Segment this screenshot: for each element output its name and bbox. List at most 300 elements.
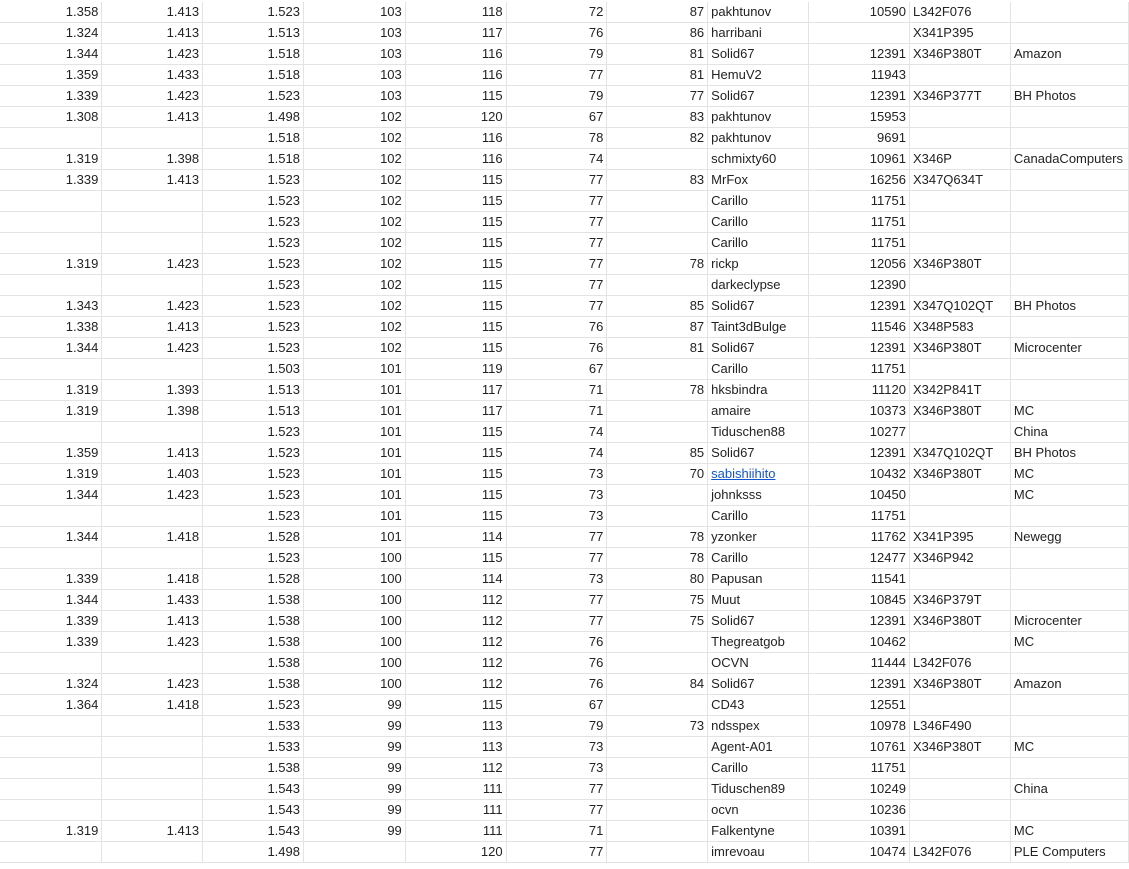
cell-col-g[interactable]: 78 — [607, 380, 708, 401]
cell-col-a[interactable] — [0, 737, 102, 758]
cell-col-d[interactable]: 101 — [303, 506, 405, 527]
cell-col-score[interactable]: 12391 — [809, 338, 910, 359]
cell-col-f[interactable]: 71 — [506, 380, 607, 401]
cell-col-model[interactable]: X346P380T — [909, 464, 1010, 485]
cell-col-g[interactable]: 83 — [607, 107, 708, 128]
cell-col-d[interactable]: 100 — [303, 548, 405, 569]
cell-col-user[interactable]: harribani — [708, 23, 809, 44]
cell-col-b[interactable] — [102, 737, 203, 758]
cell-col-g[interactable] — [607, 422, 708, 443]
cell-col-f[interactable]: 77 — [506, 527, 607, 548]
cell-col-b[interactable] — [102, 128, 203, 149]
cell-col-user[interactable]: ocvn — [708, 800, 809, 821]
cell-col-c[interactable]: 1.538 — [203, 674, 304, 695]
cell-col-c[interactable]: 1.523 — [203, 254, 304, 275]
cell-col-f[interactable]: 73 — [506, 737, 607, 758]
cell-col-store[interactable]: Newegg — [1010, 527, 1128, 548]
cell-col-f[interactable]: 67 — [506, 107, 607, 128]
cell-col-user[interactable]: Muut — [708, 590, 809, 611]
cell-col-model[interactable] — [909, 422, 1010, 443]
cell-col-c[interactable]: 1.518 — [203, 44, 304, 65]
cell-col-d[interactable]: 101 — [303, 527, 405, 548]
cell-col-store[interactable] — [1010, 2, 1128, 23]
cell-col-e[interactable]: 111 — [405, 821, 506, 842]
cell-col-store[interactable]: MC — [1010, 485, 1128, 506]
cell-col-model[interactable]: X346P380T — [909, 254, 1010, 275]
cell-col-score[interactable]: 9691 — [809, 128, 910, 149]
cell-col-f[interactable]: 79 — [506, 86, 607, 107]
cell-col-b[interactable]: 1.413 — [102, 2, 203, 23]
cell-col-g[interactable] — [607, 506, 708, 527]
cell-col-d[interactable]: 102 — [303, 128, 405, 149]
cell-col-g[interactable]: 82 — [607, 128, 708, 149]
cell-col-store[interactable] — [1010, 65, 1128, 86]
cell-col-a[interactable] — [0, 716, 102, 737]
cell-col-score[interactable]: 11751 — [809, 191, 910, 212]
cell-col-g[interactable] — [607, 779, 708, 800]
cell-col-score[interactable]: 10373 — [809, 401, 910, 422]
cell-col-b[interactable] — [102, 653, 203, 674]
cell-col-g[interactable]: 77 — [607, 86, 708, 107]
cell-col-score[interactable]: 12391 — [809, 611, 910, 632]
cell-col-user[interactable]: Thegreatgob — [708, 632, 809, 653]
cell-col-f[interactable]: 73 — [506, 758, 607, 779]
cell-col-model[interactable]: X346P380T — [909, 401, 1010, 422]
cell-col-store[interactable] — [1010, 359, 1128, 380]
cell-col-user[interactable]: Carillo — [708, 758, 809, 779]
cell-col-model[interactable]: X347Q634T — [909, 170, 1010, 191]
cell-col-d[interactable]: 99 — [303, 737, 405, 758]
cell-col-c[interactable]: 1.523 — [203, 296, 304, 317]
cell-col-model[interactable]: X346P380T — [909, 44, 1010, 65]
cell-col-user[interactable]: Solid67 — [708, 674, 809, 695]
cell-col-f[interactable]: 79 — [506, 44, 607, 65]
cell-col-f[interactable]: 72 — [506, 2, 607, 23]
cell-col-e[interactable]: 116 — [405, 128, 506, 149]
cell-col-score[interactable]: 11751 — [809, 233, 910, 254]
cell-col-a[interactable] — [0, 506, 102, 527]
cell-col-c[interactable]: 1.518 — [203, 149, 304, 170]
cell-col-f[interactable]: 73 — [506, 464, 607, 485]
cell-col-f[interactable]: 73 — [506, 506, 607, 527]
cell-col-g[interactable]: 86 — [607, 23, 708, 44]
cell-col-user[interactable]: Solid67 — [708, 611, 809, 632]
cell-col-model[interactable] — [909, 275, 1010, 296]
cell-col-a[interactable] — [0, 212, 102, 233]
cell-col-score[interactable]: 10236 — [809, 800, 910, 821]
cell-col-score[interactable]: 12551 — [809, 695, 910, 716]
cell-col-d[interactable]: 102 — [303, 233, 405, 254]
cell-col-store[interactable]: MC — [1010, 464, 1128, 485]
cell-col-store[interactable]: BH Photos — [1010, 443, 1128, 464]
cell-col-user[interactable]: rickp — [708, 254, 809, 275]
cell-col-b[interactable] — [102, 191, 203, 212]
cell-col-g[interactable] — [607, 821, 708, 842]
cell-col-g[interactable]: 87 — [607, 2, 708, 23]
cell-col-model[interactable] — [909, 212, 1010, 233]
cell-col-e[interactable]: 120 — [405, 107, 506, 128]
cell-col-score[interactable]: 10590 — [809, 2, 910, 23]
cell-col-d[interactable]: 100 — [303, 611, 405, 632]
cell-col-c[interactable]: 1.518 — [203, 65, 304, 86]
cell-col-store[interactable]: BH Photos — [1010, 86, 1128, 107]
cell-col-model[interactable]: X346P380T — [909, 338, 1010, 359]
cell-col-user[interactable]: Carillo — [708, 548, 809, 569]
cell-col-score[interactable]: 10249 — [809, 779, 910, 800]
cell-col-d[interactable]: 100 — [303, 569, 405, 590]
cell-col-model[interactable]: X346P380T — [909, 737, 1010, 758]
cell-col-score[interactable]: 10432 — [809, 464, 910, 485]
cell-col-c[interactable]: 1.523 — [203, 464, 304, 485]
cell-col-c[interactable]: 1.528 — [203, 527, 304, 548]
cell-col-f[interactable]: 74 — [506, 149, 607, 170]
cell-col-e[interactable]: 115 — [405, 695, 506, 716]
cell-col-f[interactable]: 73 — [506, 485, 607, 506]
cell-col-a[interactable]: 1.358 — [0, 2, 102, 23]
cell-col-f[interactable]: 67 — [506, 695, 607, 716]
cell-col-b[interactable]: 1.393 — [102, 380, 203, 401]
cell-col-store[interactable] — [1010, 212, 1128, 233]
cell-col-user[interactable]: amaire — [708, 401, 809, 422]
cell-col-c[interactable]: 1.543 — [203, 779, 304, 800]
cell-col-d[interactable]: 103 — [303, 23, 405, 44]
cell-col-e[interactable]: 115 — [405, 485, 506, 506]
cell-col-b[interactable] — [102, 422, 203, 443]
cell-col-b[interactable]: 1.398 — [102, 149, 203, 170]
cell-col-e[interactable]: 118 — [405, 2, 506, 23]
cell-col-user[interactable]: Carillo — [708, 506, 809, 527]
cell-col-model[interactable]: X346P942 — [909, 548, 1010, 569]
cell-col-model[interactable] — [909, 506, 1010, 527]
cell-col-store[interactable]: China — [1010, 422, 1128, 443]
cell-col-user[interactable]: darkeclypse — [708, 275, 809, 296]
cell-col-model[interactable]: X347Q102QT — [909, 443, 1010, 464]
cell-col-user[interactable]: yzonker — [708, 527, 809, 548]
cell-col-c[interactable]: 1.518 — [203, 128, 304, 149]
cell-col-c[interactable]: 1.513 — [203, 380, 304, 401]
cell-col-g[interactable] — [607, 233, 708, 254]
cell-col-a[interactable]: 1.364 — [0, 695, 102, 716]
cell-col-b[interactable]: 1.433 — [102, 65, 203, 86]
cell-col-g[interactable]: 84 — [607, 674, 708, 695]
cell-col-e[interactable]: 115 — [405, 296, 506, 317]
cell-col-user[interactable]: Agent-A01 — [708, 737, 809, 758]
cell-col-g[interactable] — [607, 212, 708, 233]
cell-col-model[interactable]: X341P395 — [909, 527, 1010, 548]
cell-col-store[interactable] — [1010, 800, 1128, 821]
cell-col-user[interactable]: Carillo — [708, 212, 809, 233]
cell-col-a[interactable]: 1.339 — [0, 569, 102, 590]
cell-col-f[interactable]: 76 — [506, 23, 607, 44]
cell-col-a[interactable]: 1.344 — [0, 44, 102, 65]
cell-col-e[interactable]: 117 — [405, 380, 506, 401]
cell-col-model[interactable]: X348P583 — [909, 317, 1010, 338]
cell-col-b[interactable]: 1.403 — [102, 464, 203, 485]
cell-col-user[interactable]: Falkentyne — [708, 821, 809, 842]
cell-col-g[interactable]: 87 — [607, 317, 708, 338]
cell-col-e[interactable]: 115 — [405, 464, 506, 485]
cell-col-c[interactable]: 1.543 — [203, 800, 304, 821]
cell-col-e[interactable]: 120 — [405, 842, 506, 863]
cell-col-user[interactable]: Solid67 — [708, 338, 809, 359]
cell-col-b[interactable]: 1.423 — [102, 86, 203, 107]
cell-col-e[interactable]: 116 — [405, 149, 506, 170]
cell-col-c[interactable]: 1.523 — [203, 275, 304, 296]
cell-col-store[interactable] — [1010, 107, 1128, 128]
cell-col-e[interactable]: 111 — [405, 800, 506, 821]
cell-col-f[interactable]: 77 — [506, 65, 607, 86]
cell-col-model[interactable] — [909, 758, 1010, 779]
cell-col-model[interactable]: L342F076 — [909, 653, 1010, 674]
cell-col-c[interactable]: 1.538 — [203, 590, 304, 611]
cell-col-model[interactable]: X346P377T — [909, 86, 1010, 107]
cell-col-store[interactable]: Microcenter — [1010, 338, 1128, 359]
cell-col-user[interactable]: sabishiihito — [708, 464, 809, 485]
cell-col-g[interactable] — [607, 191, 708, 212]
cell-col-g[interactable] — [607, 149, 708, 170]
cell-col-d[interactable]: 103 — [303, 86, 405, 107]
cell-col-a[interactable]: 1.319 — [0, 821, 102, 842]
cell-col-user[interactable]: pakhtunov — [708, 107, 809, 128]
cell-col-e[interactable]: 119 — [405, 359, 506, 380]
cell-col-e[interactable]: 115 — [405, 212, 506, 233]
cell-col-store[interactable]: PLE Computers — [1010, 842, 1128, 863]
cell-col-d[interactable]: 102 — [303, 338, 405, 359]
cell-col-g[interactable] — [607, 485, 708, 506]
cell-col-store[interactable] — [1010, 275, 1128, 296]
cell-col-store[interactable]: MC — [1010, 737, 1128, 758]
cell-col-model[interactable] — [909, 128, 1010, 149]
cell-col-c[interactable]: 1.533 — [203, 737, 304, 758]
cell-col-d[interactable]: 102 — [303, 191, 405, 212]
cell-col-score[interactable]: 11751 — [809, 212, 910, 233]
cell-col-b[interactable] — [102, 842, 203, 863]
cell-col-user[interactable]: OCVN — [708, 653, 809, 674]
cell-col-d[interactable]: 102 — [303, 149, 405, 170]
cell-col-c[interactable]: 1.523 — [203, 695, 304, 716]
cell-col-e[interactable]: 115 — [405, 254, 506, 275]
cell-col-score[interactable]: 11751 — [809, 506, 910, 527]
cell-col-e[interactable]: 115 — [405, 170, 506, 191]
cell-col-c[interactable]: 1.538 — [203, 758, 304, 779]
cell-col-b[interactable]: 1.413 — [102, 107, 203, 128]
cell-col-c[interactable]: 1.528 — [203, 569, 304, 590]
cell-col-store[interactable] — [1010, 191, 1128, 212]
cell-col-store[interactable]: MC — [1010, 401, 1128, 422]
cell-col-a[interactable] — [0, 548, 102, 569]
cell-col-user[interactable]: hksbindra — [708, 380, 809, 401]
cell-col-a[interactable]: 1.324 — [0, 23, 102, 44]
cell-col-user[interactable]: pakhtunov — [708, 2, 809, 23]
cell-col-d[interactable]: 99 — [303, 800, 405, 821]
cell-col-store[interactable]: MC — [1010, 821, 1128, 842]
cell-col-c[interactable]: 1.523 — [203, 191, 304, 212]
cell-col-b[interactable] — [102, 548, 203, 569]
cell-col-user[interactable]: Carillo — [708, 233, 809, 254]
cell-col-score[interactable]: 12391 — [809, 44, 910, 65]
cell-col-store[interactable]: Amazon — [1010, 44, 1128, 65]
cell-col-model[interactable] — [909, 107, 1010, 128]
cell-col-model[interactable]: X347Q102QT — [909, 296, 1010, 317]
cell-col-e[interactable]: 115 — [405, 275, 506, 296]
cell-col-f[interactable]: 77 — [506, 254, 607, 275]
cell-col-a[interactable] — [0, 653, 102, 674]
cell-col-b[interactable] — [102, 779, 203, 800]
cell-col-b[interactable] — [102, 716, 203, 737]
cell-col-store[interactable]: Amazon — [1010, 674, 1128, 695]
cell-col-g[interactable]: 75 — [607, 590, 708, 611]
cell-col-model[interactable] — [909, 779, 1010, 800]
cell-col-f[interactable]: 77 — [506, 170, 607, 191]
cell-col-a[interactable] — [0, 779, 102, 800]
cell-col-c[interactable]: 1.523 — [203, 2, 304, 23]
cell-col-user[interactable]: Papusan — [708, 569, 809, 590]
cell-col-score[interactable]: 12390 — [809, 275, 910, 296]
cell-col-model[interactable]: L346F490 — [909, 716, 1010, 737]
cell-col-e[interactable]: 117 — [405, 401, 506, 422]
cell-col-g[interactable]: 70 — [607, 464, 708, 485]
cell-col-store[interactable]: MC — [1010, 632, 1128, 653]
cell-col-c[interactable]: 1.523 — [203, 338, 304, 359]
cell-col-a[interactable]: 1.339 — [0, 170, 102, 191]
cell-col-f[interactable]: 78 — [506, 128, 607, 149]
cell-col-model[interactable]: X346P379T — [909, 590, 1010, 611]
cell-col-f[interactable]: 77 — [506, 212, 607, 233]
cell-col-b[interactable]: 1.413 — [102, 611, 203, 632]
cell-col-user[interactable]: Solid67 — [708, 44, 809, 65]
cell-col-model[interactable]: X346P380T — [909, 611, 1010, 632]
cell-col-a[interactable] — [0, 275, 102, 296]
cell-col-score[interactable]: 10978 — [809, 716, 910, 737]
cell-col-a[interactable] — [0, 233, 102, 254]
cell-col-f[interactable]: 77 — [506, 548, 607, 569]
cell-col-store[interactable] — [1010, 233, 1128, 254]
cell-col-f[interactable]: 77 — [506, 779, 607, 800]
cell-col-e[interactable]: 114 — [405, 569, 506, 590]
cell-col-a[interactable]: 1.319 — [0, 464, 102, 485]
cell-col-f[interactable]: 77 — [506, 296, 607, 317]
cell-col-f[interactable]: 77 — [506, 842, 607, 863]
cell-col-d[interactable]: 99 — [303, 779, 405, 800]
cell-col-g[interactable] — [607, 695, 708, 716]
cell-col-f[interactable]: 74 — [506, 422, 607, 443]
cell-col-user[interactable]: HemuV2 — [708, 65, 809, 86]
cell-col-score[interactable]: 10462 — [809, 632, 910, 653]
cell-col-a[interactable]: 1.344 — [0, 590, 102, 611]
cell-col-c[interactable]: 1.498 — [203, 842, 304, 863]
cell-col-b[interactable] — [102, 233, 203, 254]
cell-col-b[interactable] — [102, 800, 203, 821]
cell-col-c[interactable]: 1.538 — [203, 632, 304, 653]
cell-col-b[interactable]: 1.423 — [102, 254, 203, 275]
cell-col-a[interactable] — [0, 758, 102, 779]
cell-col-model[interactable]: L342F076 — [909, 2, 1010, 23]
cell-col-user[interactable]: Taint3dBulge — [708, 317, 809, 338]
cell-col-f[interactable]: 76 — [506, 632, 607, 653]
cell-col-a[interactable]: 1.339 — [0, 86, 102, 107]
cell-col-user[interactable]: Solid67 — [708, 86, 809, 107]
cell-col-user[interactable]: Carillo — [708, 191, 809, 212]
cell-col-g[interactable] — [607, 758, 708, 779]
cell-col-store[interactable] — [1010, 254, 1128, 275]
cell-col-store[interactable] — [1010, 569, 1128, 590]
cell-col-f[interactable]: 77 — [506, 800, 607, 821]
cell-col-e[interactable]: 115 — [405, 443, 506, 464]
cell-col-e[interactable]: 112 — [405, 590, 506, 611]
cell-col-store[interactable] — [1010, 695, 1128, 716]
cell-col-store[interactable]: Microcenter — [1010, 611, 1128, 632]
cell-col-b[interactable]: 1.413 — [102, 170, 203, 191]
cell-col-e[interactable]: 113 — [405, 716, 506, 737]
cell-col-d[interactable] — [303, 842, 405, 863]
cell-col-model[interactable] — [909, 569, 1010, 590]
cell-col-model[interactable]: X342P841T — [909, 380, 1010, 401]
cell-col-d[interactable]: 101 — [303, 422, 405, 443]
cell-col-b[interactable]: 1.423 — [102, 632, 203, 653]
cell-col-e[interactable]: 112 — [405, 674, 506, 695]
cell-col-store[interactable] — [1010, 317, 1128, 338]
cell-col-d[interactable]: 102 — [303, 107, 405, 128]
cell-col-f[interactable]: 76 — [506, 317, 607, 338]
cell-col-g[interactable]: 78 — [607, 254, 708, 275]
cell-col-c[interactable]: 1.523 — [203, 506, 304, 527]
cell-col-score[interactable] — [809, 23, 910, 44]
cell-col-a[interactable]: 1.339 — [0, 611, 102, 632]
cell-col-b[interactable]: 1.418 — [102, 569, 203, 590]
cell-col-store[interactable] — [1010, 758, 1128, 779]
cell-col-d[interactable]: 100 — [303, 590, 405, 611]
cell-col-b[interactable]: 1.413 — [102, 23, 203, 44]
cell-col-b[interactable] — [102, 359, 203, 380]
cell-col-c[interactable]: 1.503 — [203, 359, 304, 380]
cell-col-d[interactable]: 100 — [303, 653, 405, 674]
cell-col-model[interactable]: L342F076 — [909, 842, 1010, 863]
cell-col-c[interactable]: 1.523 — [203, 485, 304, 506]
cell-col-g[interactable] — [607, 401, 708, 422]
cell-col-user[interactable]: Carillo — [708, 359, 809, 380]
cell-col-g[interactable]: 85 — [607, 296, 708, 317]
cell-col-b[interactable]: 1.423 — [102, 296, 203, 317]
cell-col-score[interactable]: 12391 — [809, 674, 910, 695]
cell-col-b[interactable]: 1.418 — [102, 527, 203, 548]
cell-col-f[interactable]: 77 — [506, 233, 607, 254]
cell-col-a[interactable]: 1.338 — [0, 317, 102, 338]
cell-col-b[interactable] — [102, 275, 203, 296]
cell-col-b[interactable]: 1.418 — [102, 695, 203, 716]
cell-col-model[interactable]: X346P380T — [909, 674, 1010, 695]
cell-col-a[interactable]: 1.344 — [0, 527, 102, 548]
cell-col-user[interactable]: schmixty60 — [708, 149, 809, 170]
cell-col-e[interactable]: 117 — [405, 23, 506, 44]
cell-col-model[interactable] — [909, 233, 1010, 254]
cell-col-c[interactable]: 1.523 — [203, 317, 304, 338]
cell-col-b[interactable]: 1.413 — [102, 317, 203, 338]
cell-col-b[interactable]: 1.423 — [102, 338, 203, 359]
cell-col-a[interactable]: 1.343 — [0, 296, 102, 317]
cell-col-score[interactable]: 11120 — [809, 380, 910, 401]
cell-col-user[interactable]: ndsspex — [708, 716, 809, 737]
cell-col-a[interactable]: 1.339 — [0, 632, 102, 653]
cell-col-score[interactable]: 11762 — [809, 527, 910, 548]
cell-col-b[interactable]: 1.398 — [102, 401, 203, 422]
cell-col-d[interactable]: 99 — [303, 695, 405, 716]
cell-col-e[interactable]: 115 — [405, 191, 506, 212]
cell-col-e[interactable]: 113 — [405, 737, 506, 758]
cell-col-score[interactable]: 16256 — [809, 170, 910, 191]
cell-col-b[interactable]: 1.413 — [102, 821, 203, 842]
cell-col-user[interactable]: Tiduschen89 — [708, 779, 809, 800]
cell-col-f[interactable]: 79 — [506, 716, 607, 737]
